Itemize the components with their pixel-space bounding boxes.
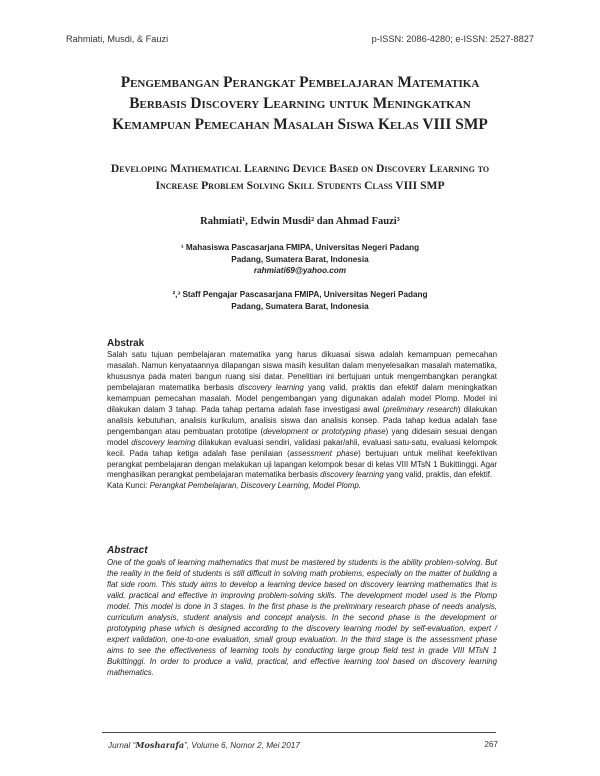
abstract-body bbox=[107, 558, 497, 678]
abstrak-body bbox=[107, 350, 497, 492]
paper-title-english bbox=[60, 160, 540, 194]
abstrak-paragraph bbox=[107, 350, 497, 481]
footer-issue: ”, Volume 6, Nomor 2, Mei 2017 bbox=[184, 741, 300, 750]
abstrak-heading: Abstrak bbox=[107, 338, 145, 349]
abstrak-text: Salah satu tujuan pembelajaran matematika yang harus dikuasai siswa adalah kemampuan pemecahan masalah. Namun kenyataannya dilapangan siswa masih kesulitan dalam menyelesaikan masalah matematika, khususnya pada materi bangun ruang sisi datar. Penelitian ini bertujuan untuk mengembangkan perangkat pembelajaran matematika berbasis bbox=[107, 350, 497, 392]
affiliation-line: Padang, Sumatera Barat, Indonesia bbox=[231, 301, 369, 311]
abstrak-emphasis: discovery learning bbox=[320, 470, 384, 480]
affiliation-line: ¹ Mahasiswa Pascasarjana FMIPA, Universitas Negeri Padang bbox=[180, 243, 420, 252]
title-line: Kemampuan Pemecahan Masalah Siswa Kelas VIII SMP bbox=[112, 116, 488, 133]
abstrak-text: ) dilakukan analisis kebutuhan, analisis kurikulum, analisis siswa dan analisis konsep. Pada tahap kedua adalah fase pengembangan atau pembuatan prototipe ( bbox=[107, 404, 497, 436]
title-line: Pengembangan Perangkat Pembelajaran Matematika bbox=[120, 74, 480, 91]
footer-prefix: Jurnal “ bbox=[108, 741, 136, 750]
author-list: Rahmiati¹, Edwin Musdi² dan Ahmad Fauzi³ bbox=[200, 216, 400, 227]
abstrak-text: ) bertujuan untuk melihat keefektivan perangkat pembelajaran dengan melakukan uji lapangan kelompok besar di kelas VIII MTsN 1 Bukittinggi. Agar menghasilkan perangkat pembelajaran matematika berbasis bbox=[107, 448, 497, 480]
header-authors: Rahmiati, Musdi, & Fauzi bbox=[66, 34, 169, 44]
abstrak-emphasis: development or prototyping phase bbox=[263, 426, 386, 436]
title-line: Increase Problem Solving Skill Students Class VIII SMP bbox=[155, 179, 445, 192]
paper-title-indonesian bbox=[60, 72, 540, 135]
affiliation-1 bbox=[0, 242, 600, 277]
title-line: Developing Mathematical Learning Device Based on Discovery Learning to bbox=[110, 162, 490, 175]
abstrak-text: yang valid, praktis, dan efektif. bbox=[383, 470, 493, 480]
author-email-link[interactable]: rahmiati69@yahoo.com bbox=[253, 266, 347, 276]
footer-divider bbox=[102, 732, 496, 733]
page-number: 267 bbox=[484, 740, 498, 749]
abstrak-text: ) yang didesain sesuai dengan model bbox=[107, 426, 497, 447]
keywords-list: Perangkat Pembelajaran, Discovery Learning, Model Plomp. bbox=[149, 481, 361, 491]
title-line: Berbasis Discovery Learning untuk Meningkatkan bbox=[129, 95, 471, 112]
affiliation-line: Padang, Sumatera Barat, Indonesia bbox=[231, 254, 369, 264]
footer-journal-name: Mosharafa bbox=[135, 740, 185, 750]
page-footer bbox=[108, 740, 498, 750]
keywords-label: Kata Kunci: bbox=[107, 481, 150, 491]
abstrak-emphasis: discovery learning bbox=[131, 437, 196, 447]
abstrak-text: yang valid, praktis dan efektif dalam meningkatkan kemampuan pemecahan masalah. Model pengembangan yang digunakan adalah model Plomp. Model ini dilakukan dalam 3 tahap. Pada tahap pertama adalah fase investigasi awal ( bbox=[107, 382, 497, 414]
header-issn: p-ISSN: 2086-4280; e-ISSN: 2527-8827 bbox=[371, 34, 534, 44]
abstract-paragraph: One of the goals of learning mathematics that must be mastered by students is the ability problem-solving. But the reality in the field of students is still difficult in solving math problems, especially on the matter of building a flat side room. This study aims to develop a learning device based on discovery learning mathematics that is valid, practical and effective in improving problem-solving skills. The development model used is the Plomp model. This model is done in 3 stages. In the first phase is the preliminary research phase of needs analysis, curriculum analysis, student analysis and concept analysis. In the second phase is the development or prototyping phase which is designed according to the discovery learning model by self-evaluation, expert / expert validation, one-to-one evaluation, small group evaluation. In the third stage is the assessment phase aims to see the effectiveness of learning tools by conducting large group field test in grade VIII MTsN 1 Bukittinggi. In order to produce a valid, practical, and effective learning tool based on discovery learning mathematics. bbox=[107, 558, 497, 677]
abstrak-text: dilakukan evaluasi sendiri, validasi pakar/ahli, evaluasi satu-satu, evaluasi kelompok kecil. Pada tahap ketiga adalah fase penilaian ( bbox=[107, 437, 497, 458]
abstrak-emphasis: discovery learning bbox=[238, 382, 304, 392]
affiliation-line: ²,³ Staff Pengajar Pascasarjana FMIPA, Universitas Negeri Padang bbox=[172, 290, 428, 299]
keywords bbox=[107, 481, 497, 492]
abstrak-emphasis: preliminary research bbox=[385, 404, 458, 414]
affiliation-2 bbox=[0, 289, 600, 312]
abstract-heading: Abstract bbox=[107, 545, 148, 556]
abstrak-emphasis: assessment phase bbox=[289, 448, 359, 458]
